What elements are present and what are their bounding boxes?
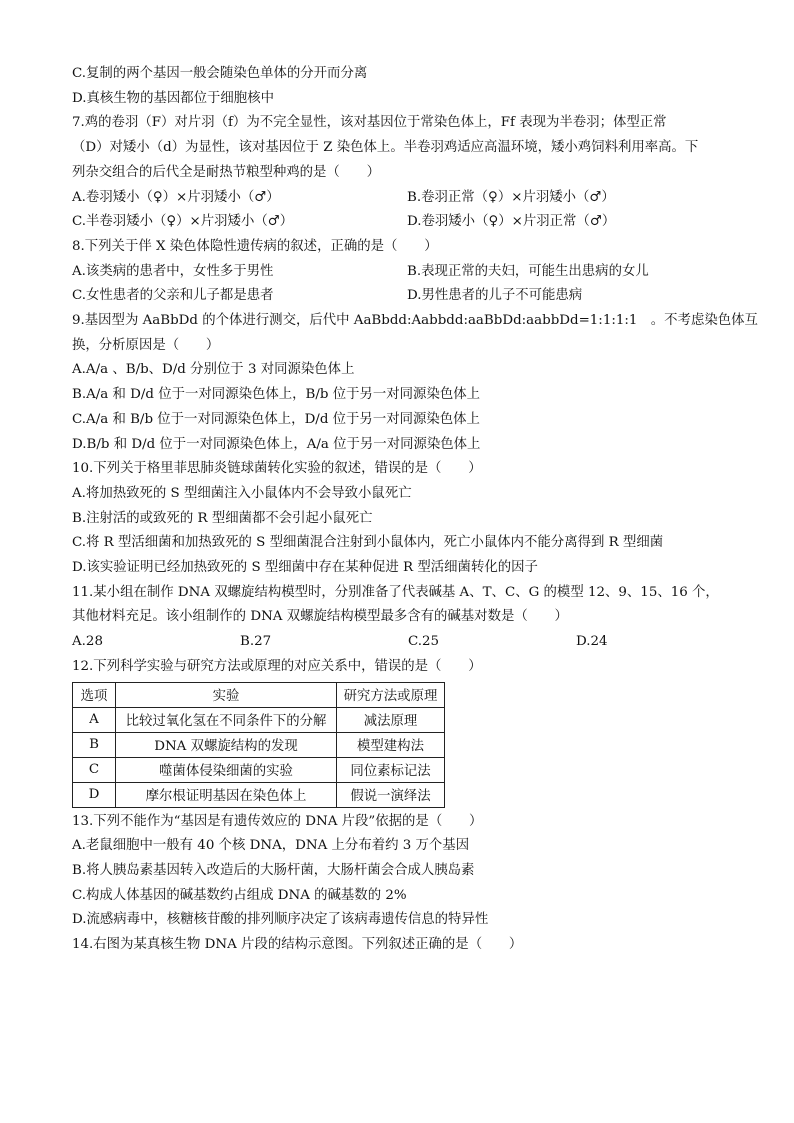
- q13-option-c: C.构成人体基因的碱基数约占组成 DNA 的碱基数的 2%: [72, 887, 407, 903]
- q7-option-d: D.卷羽矮小（♀）×片羽正常（♂）: [407, 214, 616, 230]
- q7-option-a: A.卷羽矮小（♀）×片羽矮小（♂）: [72, 189, 280, 205]
- q10-option-a: A.将加热致死的 S 型细菌注入小鼠体内不会导致小鼠死亡: [72, 485, 412, 501]
- q13-stem: 13.下列不能作为“基因是有遗传效应的 DNA 片段”依据的是（ ）: [72, 813, 483, 829]
- q7-option-b: B.卷羽正常（♀）×片羽矮小（♂）: [407, 189, 615, 205]
- q13-option-d: D.流感病毒中，核糖核苷酸的排列顺序决定了该病毒遗传信息的特异性: [72, 912, 489, 928]
- table-cell: B: [73, 732, 116, 757]
- table-row: [73, 707, 445, 732]
- table-header-cell: 研究方法或原理: [337, 682, 445, 707]
- table-header-cell: 选项: [73, 682, 116, 707]
- table-row: [73, 782, 445, 807]
- table-cell: DNA 双螺旋结构的发现: [116, 732, 337, 757]
- q14-stem: 14.右图为某真核生物 DNA 片段的结构示意图。下列叙述正确的是（ ）: [72, 937, 523, 953]
- q6-option-d: D.真核生物的基因都位于细胞核中: [72, 90, 274, 106]
- q8-stem: 8.下列关于伴 X 染色体隐性遗传病的叙述，正确的是（ ）: [72, 238, 438, 254]
- q9-option-b: B.A/a 和 D/d 位于一对同源染色体上，B/b 位于另一对同源染色体上: [72, 387, 481, 403]
- table-cell: 比较过氧化氢在不同条件下的分解: [116, 707, 337, 732]
- table-cell: 模型建构法: [337, 732, 445, 757]
- q10-option-c: C.将 R 型活细菌和加热致死的 S 型细菌混合注射到小鼠体内，死亡小鼠体内不能分离得到 R 型细菌: [72, 535, 664, 551]
- q7-options-ab: [72, 186, 732, 211]
- q8-option-b: B.表现正常的夫妇，可能生出患病的女儿: [407, 263, 649, 279]
- table-row: [73, 757, 445, 782]
- q7-stem-line2: （D）对矮小（d）为显性，该对基因位于 Z 染色体上。半卷羽鸡适应高温环境，矮小鸡饲料利用率高。下: [72, 140, 699, 156]
- q9-stem-line2: 换，分析原因是（ ）: [72, 337, 220, 353]
- q11-option-a: A.28: [72, 634, 103, 650]
- table-row: [73, 732, 445, 757]
- q11-option-b: B.27: [240, 634, 272, 650]
- exam-page: [72, 62, 758, 958]
- q13-option-b: B.将人胰岛素基因转入改造后的大肠杆菌，大肠杆菌会合成人胰岛素: [72, 862, 475, 878]
- q6-option-c: C.复制的两个基因一般会随染色单体的分开而分离: [72, 66, 368, 81]
- table-cell: A: [73, 707, 116, 732]
- q10-option-d: D.该实验证明已经加热致死的 S 型细菌中存在某种促进 R 型活细菌转化的因子: [72, 560, 538, 576]
- q9-option-c: C.A/a 和 B/b 位于一对同源染色体上，D/d 位于另一对同源染色体上: [72, 411, 480, 427]
- q7-stem-line1: 7.鸡的卷羽（F）对片羽（f）为不完全显性，该对基因位于常染色体上，Ff 表现为半卷羽；体型正常: [72, 115, 667, 131]
- q8-option-d: D.男性患者的儿子不可能患病: [407, 288, 583, 304]
- q7-options-cd: [72, 210, 732, 235]
- table-cell: C: [73, 757, 116, 782]
- q10-stem: 10.下列关于格里菲思肺炎链球菌转化实验的叙述，错误的是（ ）: [72, 461, 482, 477]
- q11-options: [72, 630, 732, 655]
- q8-option-c: C.女性患者的父亲和儿子都是患者: [72, 288, 274, 304]
- q10-option-b: B.注射活的或致死的 R 型细菌都不会引起小鼠死亡: [72, 510, 373, 526]
- q9-option-d: D.B/b 和 D/d 位于一对同源染色体上，A/a 位于另一对同源染色体上: [72, 436, 481, 452]
- table-cell: D: [73, 782, 116, 807]
- q8-option-a: A.该类病的患者中，女性多于男性: [72, 263, 274, 279]
- q11-option-c: C.25: [408, 634, 440, 650]
- q11-stem-line2: 其他材料充足。该小组制作的 DNA 双螺旋结构模型最多含有的碱基对数是（ ）: [72, 609, 568, 625]
- q8-options-cd: [72, 284, 732, 309]
- q12-stem: 12.下列科学实验与研究方法或原理的对应关系中，错误的是（ ）: [72, 658, 482, 674]
- q11-option-d: D.24: [576, 634, 608, 650]
- table-cell: 减法原理: [337, 707, 445, 732]
- q12-table: [72, 682, 445, 808]
- table-cell: 假说一演绎法: [337, 782, 445, 807]
- table-cell: 摩尔根证明基因在染色体上: [116, 782, 337, 807]
- table-cell: 噬菌体侵染细菌的实验: [116, 757, 337, 782]
- q7-stem-line3: 列杂交组合的后代全是耐热节粮型种鸡的是（ ）: [72, 164, 380, 180]
- table-header-row: [73, 682, 445, 707]
- q13-option-a: A.老鼠细胞中一般有 40 个核 DNA，DNA 上分布着约 3 万个基因: [72, 838, 470, 854]
- q9-stem-line1: 9.基因型为 AaBbDd 的个体进行测交，后代中 AaBbdd:Aabbdd:aaBbDd:aabbDd=1:1:1:1 。不考虑染色体互: [72, 313, 758, 329]
- q9-option-a: A.A/a 、B/b、D/d 分别位于 3 对同源染色体上: [72, 362, 355, 378]
- table-cell: 同位素标记法: [337, 757, 445, 782]
- q8-options-ab: [72, 260, 732, 285]
- table-header-cell: 实验: [116, 682, 337, 707]
- q7-option-c: C.半卷羽矮小（♀）×片羽矮小（♂）: [72, 214, 294, 230]
- q11-stem-line1: 11.某小组在制作 DNA 双螺旋结构模型时，分别准备了代表碱基 A、T、C、G 的模型 12、9、15、16 个，: [72, 584, 719, 600]
